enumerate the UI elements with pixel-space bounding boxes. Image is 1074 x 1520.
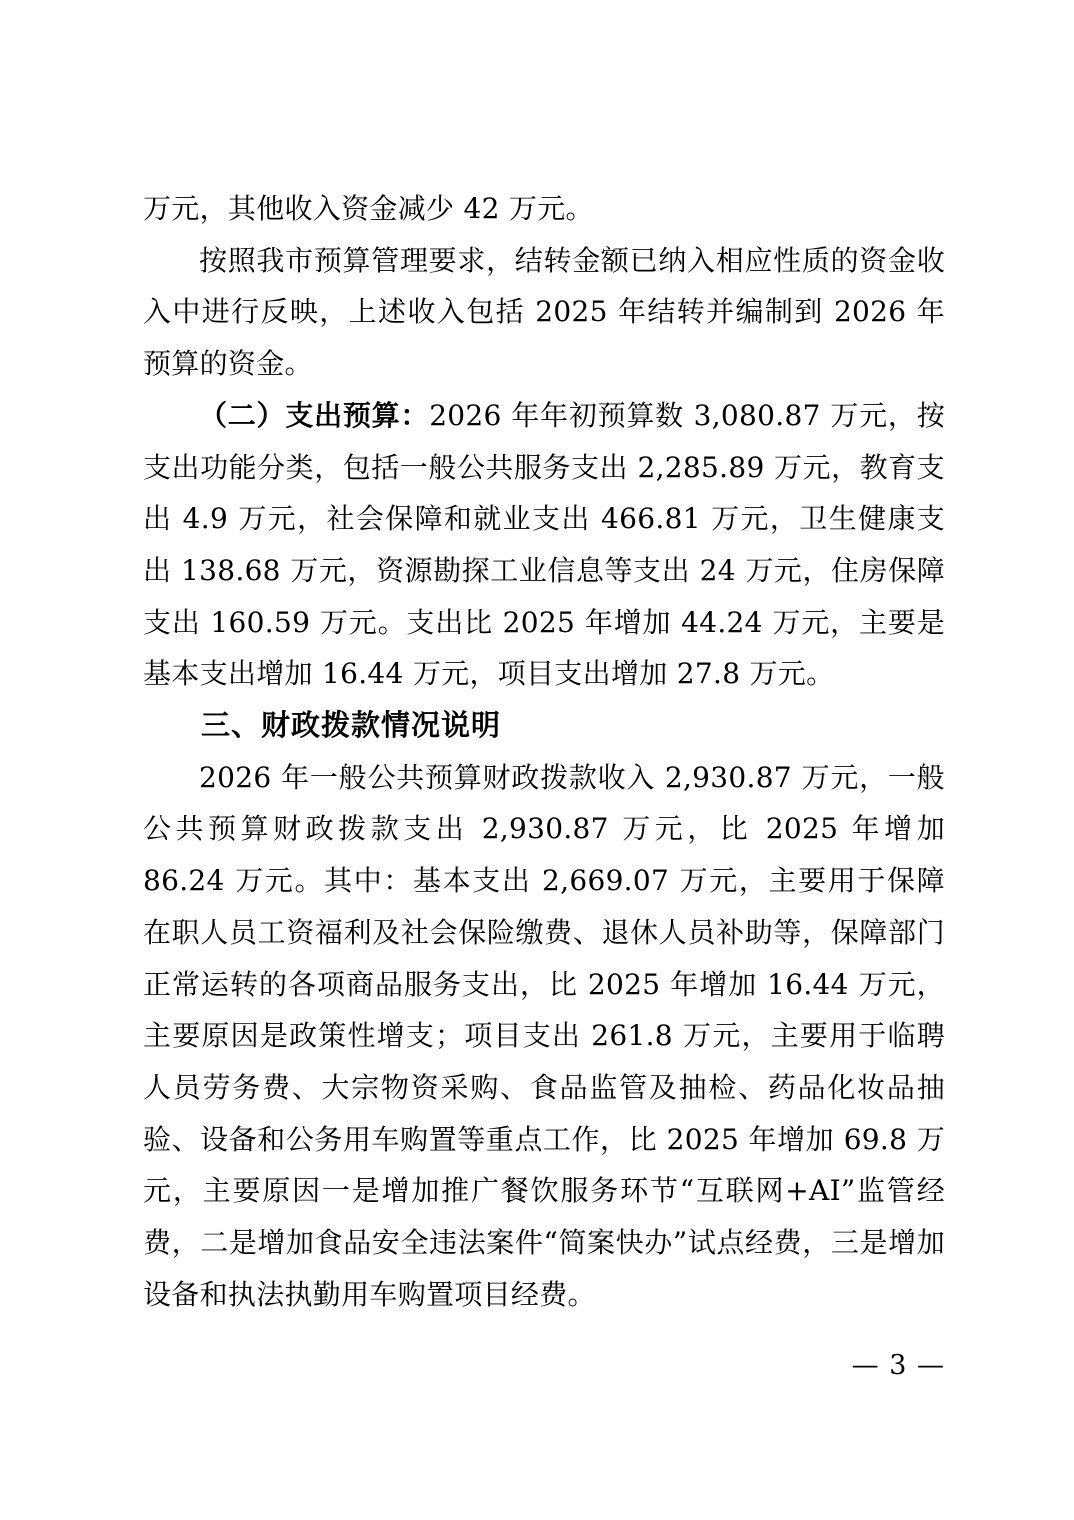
page-number: — 3 —: [851, 1350, 945, 1381]
document-body: [143, 183, 945, 1320]
paragraph-fiscal-appropriation-detail: 2026 年一般公共预算财政拨款收入 2,930.87 万元，一般公共预算财政拨款支出 2,930.87 万元，比 2025 年增加 86.24 万元。其中：基本支出 2,669.07 万元，主要用于保障在职人员工资福利及社会保险缴费、退休人员补助等，保障部门正常运转的各项商品服务支出，比 2025 年增加 16.44 万元，主要原因是政策性增支；项目支出 261.8 万元，主要用于临聘人员劳务费、大宗物资采购、食品监管及抽检、药品化妆品抽验、设备和公务用车购置等重点工作，比 2025 年增加 69.8 万元，主要原因一是增加推广餐饮服务环节“互联网+AI”监管经费，二是增加食品安全违法案件“简案快办”试点经费，三是增加设备和执法执勤用车购置项目经费。: [143, 760, 945, 1311]
paragraph-continuation: 万元，其他收入资金减少 42 万元。: [143, 192, 594, 225]
paragraph-expenditure-budget-lead: （二）支出预算：: [199, 398, 430, 432]
paragraph-expenditure-budget: [143, 390, 945, 700]
paragraph-carryover-note: 按照我市预算管理要求，结转金额已纳入相应性质的资金收入中进行反映，上述收入包括 2025 年结转并编制到 2026 年预算的资金。: [143, 243, 945, 381]
paragraph-expenditure-budget-text: 2026 年年初预算数 3,080.87 万元，按支出功能分类，包括一般公共服务支出 2,285.89 万元，教育支出 4.9 万元，社会保障和就业支出 466.81 万元，卫生健康支出 138.68 万元，资源勘探工业信息等支出 24 万元，住房保障支出 160.59 万元。支出比 2025 年增加 44.24 万元，主要是基本支出增加 16.44 万元，项目支出增加 27.8 万元。: [143, 398, 945, 691]
section-heading-fiscal-appropriation: 三、财政拨款情况说明: [201, 708, 502, 743]
